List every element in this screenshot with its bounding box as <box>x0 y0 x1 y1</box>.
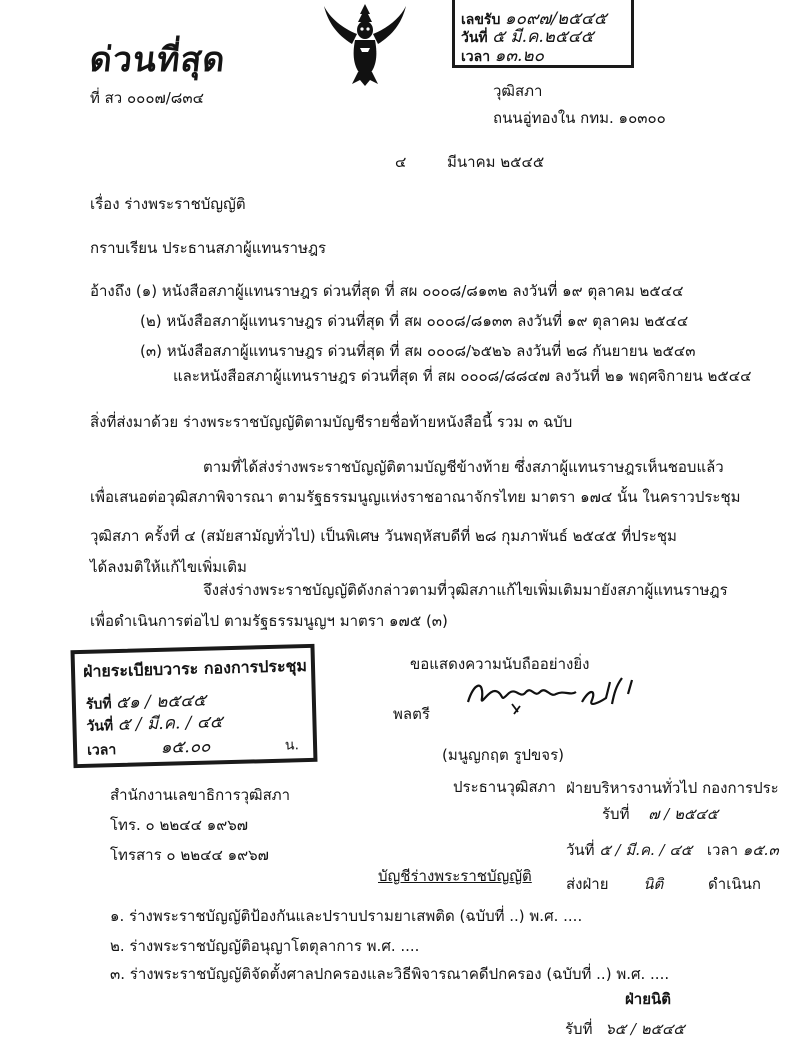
agenda-stamp-time-value: ๑๕.๐๐ <box>160 736 211 758</box>
stamp-top-date-value: ๕ มี.ค.๒๕๔๕ <box>492 27 594 47</box>
admin-stamp-send-row <box>566 872 761 896</box>
admin-stamp-date-row <box>566 838 779 862</box>
agenda-stamp-time-label: เวลา <box>86 742 117 759</box>
reference-item: (๒) หนังสือสภาผู้แทนราษฎร ด่วนที่สุด ที่ สผ ๐๐๐๘/๘๑๓๓ ลงวันที่ ๑๙ ตุลาคม ๒๕๔๔ <box>140 312 689 330</box>
admin-stamp-no-value: ๗ / ๒๕๔๕ <box>648 805 719 823</box>
body-line: เพื่อดำเนินการต่อไป ตามรัฐธรรมนูญฯ มาตรา ๑๗๕ (๓) <box>90 612 448 630</box>
agenda-stamp <box>70 644 317 768</box>
admin-stamp-send-suffix: ดำเนินก <box>708 875 761 893</box>
legal-note-no-row <box>565 1017 685 1041</box>
subject-line: เรื่อง ร่างพระราชบัญญัติ <box>90 195 246 213</box>
stamp-top-date-label: วันที่ <box>461 30 488 46</box>
enclosure-line: สิ่งที่ส่งมาด้วย ร่างพระราชบัญญัติตามบัญชีรายชื่อท้ายหนังสือนี้ รวม ๓ ฉบับ <box>90 413 573 431</box>
salutation-line: กราบเรียน ประธานสภาผู้แทนราษฎร <box>90 239 327 257</box>
office-fax: โทรสาร ๐ ๒๒๔๔ ๑๙๖๗ <box>110 846 269 864</box>
signer-rank: พลตรี <box>393 705 430 723</box>
reference-item: อ้างถึง (๑) หนังสือสภาผู้แทนราษฎร ด่วนที่สุด ที่ สผ ๐๐๐๘/๘๑๓๒ ลงวันที่ ๑๙ ตุลาคม ๒๕๔๔ <box>90 282 684 300</box>
agenda-stamp-no-label: รับที่ <box>85 696 112 713</box>
body-line: วุฒิสภา ครั้งที่ ๔ (สมัยสามัญทั่วไป) เป็นพิเศษ วันพฤหัสบดีที่ ๒๘ กุมภาพันธ์ ๒๕๔๕ ที่ประชุม <box>90 527 677 545</box>
admin-stamp-time-value: ๑๕.๓ <box>742 841 779 859</box>
reference-item: (๓) หนังสือสภาผู้แทนราษฎร ด่วนที่สุด ที่ สผ ๐๐๐๘/๖๕๒๖ ลงวันที่ ๒๘ กันยายน ๒๕๔๓ <box>140 342 696 360</box>
admin-stamp-send-label: ส่งฝ่าย <box>566 875 609 893</box>
bill-list-title: บัญชีร่างพระราชบัญญัติ <box>378 867 532 885</box>
signer-title: ประธานวุฒิสภา <box>453 778 556 796</box>
bill-list-item: ๒. ร่างพระราชบัญญัติอนุญาโตตุลาการ พ.ศ. .... <box>110 937 420 955</box>
body-line: ตามที่ได้ส่งร่างพระราชบัญญัติตามบัญชีข้างท้าย ซึ่งสภาผู้แทนราษฎรเห็นชอบแล้ว <box>203 458 724 476</box>
agenda-stamp-title: ฝ่ายระเบียบวาระ กองการประชุม <box>82 656 308 681</box>
sender-org: วุฒิสภา <box>493 82 543 100</box>
admin-stamp <box>566 776 800 893</box>
body-line: ได้ลงมติให้แก้ไขเพิ่มเติม <box>90 558 247 576</box>
admin-stamp-date-value: ๕ / มี.ค. / ๔๕ <box>599 841 693 859</box>
body-line: เพื่อเสนอต่อวุฒิสภาพิจารณา ตามรัฐธรรมนูญแห่งราชอาณาจักรไทย มาตรา ๑๗๔ นั้น ในคราวประชุม <box>90 488 741 506</box>
agenda-stamp-date-value: ๕ / มี.ค. / ๔๕ <box>117 712 223 736</box>
office-name: สำนักงานเลขาธิการวุฒิสภา <box>110 786 291 804</box>
stamp-top-time-value: ๑๓.๒๐ <box>494 46 544 66</box>
urgency-label: ด่วนที่สุด <box>87 40 228 80</box>
body-line: จึงส่งร่างพระราชบัญญัติดังกล่าวตามที่วุฒิสภาแก้ไขเพิ่มเติมมายังสภาผู้แทนราษฎร <box>203 581 728 599</box>
sender-address: ถนนอู่ทองใน กทม. ๑๐๓๐๐ <box>493 109 666 127</box>
admin-stamp-no-row <box>602 802 718 826</box>
closing-line: ขอแสดงความนับถืออย่างยิ่ง <box>410 655 590 673</box>
document-number: ที่ สว ๐๐๐๗/๘๓๔ <box>90 89 204 107</box>
signature-icon <box>460 672 650 718</box>
legal-note-no-label: รับที่ <box>565 1020 593 1038</box>
stamp-top-no-label: เลขรับ <box>461 12 501 28</box>
stamp-top-time-label: เวลา <box>461 49 491 65</box>
office-phone: โทร. ๐ ๒๒๔๔ ๑๙๖๗ <box>110 816 249 834</box>
bill-list-item: ๑. ร่างพระราชบัญญัติป้องกันและปราบปรามยาเสพติด (ฉบับที่ ..) พ.ศ. .... <box>110 907 583 925</box>
legal-note-no-value: ๖๕ / ๒๕๔๕ <box>605 1020 685 1038</box>
admin-stamp-title: ฝ่ายบริหารงานทั่วไป กองการประ <box>566 779 779 797</box>
admin-stamp-send-value: นิติ <box>643 875 664 893</box>
stamp-top-no-value: ๑๐๙๗/๒๕๔๕ <box>504 9 607 29</box>
garuda-emblem-icon <box>322 0 408 86</box>
date-day: ๔ <box>395 153 407 171</box>
agenda-stamp-time-suffix: น. <box>284 737 300 754</box>
bill-list-item: ๓. ร่างพระราชบัญญัติจัดตั้งศาลปกครองและวิธีพิจารณาคดีปกครอง (ฉบับที่ ..) พ.ศ. .... <box>110 965 670 983</box>
date-month-year: มีนาคม ๒๕๔๕ <box>447 153 545 171</box>
stamp-top-time-row <box>461 42 544 69</box>
signer-name: (มนูญกฤต รูปขจร) <box>442 746 564 764</box>
admin-stamp-time-label: เวลา <box>706 841 739 859</box>
reference-item: และหนังสือสภาผู้แทนราษฎร ด่วนที่สุด ที่ สผ ๐๐๐๘/๘๘๔๗ ลงวันที่ ๒๑ พฤศจิกายน ๒๕๔๔ <box>173 367 752 385</box>
admin-stamp-no-label: รับที่ <box>602 805 630 823</box>
agenda-stamp-date-label: วันที่ <box>86 718 114 735</box>
agenda-stamp-time-row <box>87 730 299 763</box>
received-stamp-top <box>452 0 634 68</box>
legal-note-title: ฝ่ายนิติ <box>625 990 671 1008</box>
admin-stamp-date-label: วันที่ <box>566 841 595 859</box>
agenda-stamp-no-value: ๕๑ / ๒๕๔๕ <box>115 690 207 714</box>
